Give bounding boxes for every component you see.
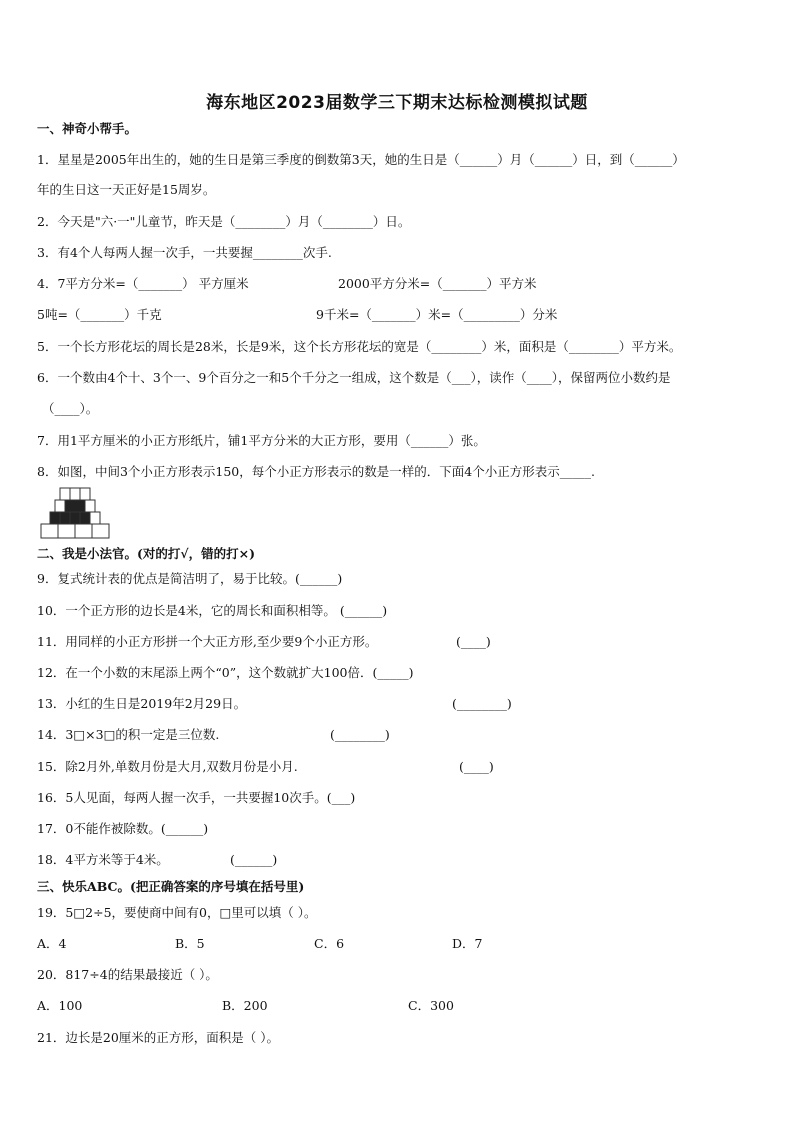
question-4-part-4: 9千米=（_______）米=（_________）分米 <box>316 307 558 322</box>
question-20: 20．817÷4的结果最接近（ ）。 <box>37 967 218 982</box>
question-14-answer: (________) <box>330 727 390 742</box>
question-11: 11．用同样的小正方形拼一个大正方形,至少要9个小正方形。 <box>37 634 378 649</box>
squares-figure <box>40 487 110 539</box>
question-3: 3．有4个人每两人握一次手，一共要握________次手. <box>37 245 332 260</box>
question-11-answer: (____) <box>456 634 491 649</box>
question-13: 13．小红的生日是2019年2月29日。 <box>37 696 247 711</box>
question-9: 9．复式统计表的优点是简洁明了，易于比较。(______) <box>37 571 343 586</box>
question-19: 19．5□2÷5，要使商中间有0，□里可以填（ ）。 <box>37 905 317 920</box>
bottom-square <box>41 524 58 538</box>
section-1-heading: 一、神奇小帮手。 <box>37 121 138 136</box>
bottom-square <box>58 524 75 538</box>
question-15-answer: (____) <box>459 759 494 774</box>
question-18-answer: (______) <box>230 852 278 867</box>
question-21: 21．边长是20厘米的正方形，面积是（ ）。 <box>37 1030 280 1045</box>
bottom-square <box>75 524 92 538</box>
question-4-part-1: 4．7平方分米=（_______） 平方厘米 <box>37 276 249 291</box>
section-3-heading: 三、快乐ABC。(把正确答案的序号填在括号里) <box>37 879 305 894</box>
question-14: 14．3□×3□的积一定是三位数. <box>37 727 220 742</box>
top-square <box>60 488 70 500</box>
section-2-heading: 二、我是小法官。(对的打√，错的打×) <box>37 546 256 561</box>
top-square <box>70 488 80 500</box>
question-4-part-3: 5吨=（_______）千克 <box>37 307 162 322</box>
question-17: 17．0不能作被除数。(______) <box>37 821 209 836</box>
upper-square <box>85 500 95 512</box>
question-2: 2．今天是"六·一"儿童节，昨天是（________）月（________）日。 <box>37 214 411 229</box>
question-5: 5．一个长方形花坛的周长是28米，长是9米，这个长方形花坛的宽是（________）米，面积是（________）平方米。 <box>37 339 682 354</box>
question-16: 16．5人见面，每两人握一次手，一共要握10次手。(___) <box>37 790 356 805</box>
question-6-line-2: （____）。 <box>42 401 99 416</box>
question-13-answer: (________) <box>452 696 512 711</box>
row-square <box>90 512 100 524</box>
row-dark-square <box>50 512 60 524</box>
question-7: 7．用1平方厘米的小正方形纸片，铺1平方分米的大正方形，要用（______）张。 <box>37 433 486 448</box>
bottom-square <box>92 524 109 538</box>
upper-square <box>55 500 65 512</box>
question-4-part-2: 2000平方分米=（_______）平方米 <box>338 276 537 291</box>
row-dark-square <box>70 512 80 524</box>
question-20-option-b: B．200 <box>222 998 268 1013</box>
question-19-option-c: C．6 <box>314 936 345 951</box>
middle-dark-square <box>65 500 85 512</box>
question-1-line-2: 年的生日这一天正好是15周岁。 <box>37 182 216 197</box>
question-19-option-d: D．7 <box>452 936 483 951</box>
question-12: 12．在一个小数的末尾添上两个“0”，这个数就扩大100倍．(_____) <box>37 665 414 680</box>
page-title: 海东地区2023届数学三下期末达标检测模拟试题 <box>206 93 588 113</box>
question-20-option-a: A．100 <box>37 998 83 1013</box>
question-10: 10．一个正方形的边长是4米，它的周长和面积相等。 (______) <box>37 603 388 618</box>
question-15: 15．除2月外,单数月份是大月,双数月份是小月. <box>37 759 298 774</box>
question-20-option-c: C．300 <box>408 998 454 1013</box>
question-18: 18．4平方米等于4米。 <box>37 852 169 867</box>
question-1-line-1: 1．星星是2005年出生的，她的生日是第三季度的倒数第3天，她的生日是（______）月（______）日，到（______） <box>37 152 685 167</box>
question-19-option-b: B．5 <box>175 936 205 951</box>
top-square <box>80 488 90 500</box>
question-19-option-a: A．4 <box>37 936 67 951</box>
row-dark-square <box>80 512 90 524</box>
question-6-line-1: 6．一个数由4个十、3个一、9个百分之一和5个千分之一组成，这个数是（___），读作（____），保留两位小数约是 <box>37 370 671 385</box>
row-dark-square <box>60 512 70 524</box>
question-8: 8．如图，中间3个小正方形表示150，每个小正方形表示的数是一样的．下面4个小正方形表示_____. <box>37 464 595 479</box>
